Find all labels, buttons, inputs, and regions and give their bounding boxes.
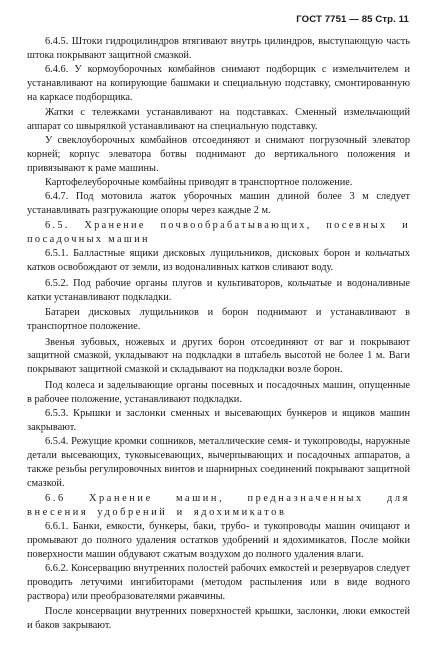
section-heading-6-5: 6.5. Хранение почвообрабатывающих, посевных и посадочных машин [27,220,410,246]
section-heading-6-6: 6.6 Хранение машин, предназначенных для внесения удобрений и ядохимикатов [27,493,410,518]
paragraph-beet-harvesters: У свеклоуборочных комбайнов отсоединяют и снимают погрузочный элеватор корней; корпус элеватора ботвы поднимают до вертикального положения и привязывают к раме машины. [27,135,410,175]
paragraph-disc-batteries: Батареи дисковых лущильников и борон поднимают и устанавливают в транспортное положение. [27,307,410,333]
paragraph-6-5-1: 6.5.1. Балластные ящики дисковых лущильников, дисковых борон и кольчатых катков освобождают от земли, из водоналивных катков сливают воду. [27,248,410,274]
paragraph-6-4-7: 6.4.7. Под мотовила жаток уборочных машин длиной более 3 м следует устанавливать разгружающие опоры через каждые 2 м. [27,190,410,216]
paragraph-headers-with-carts: Жатки с тележками устанавливают на подставках. Сменный измельчающий аппарат со швырялкой устанавливают на специальную подставку. [27,107,410,133]
paragraph-potato-harvesters: Картофелеуборочные комбайны приводят в транспортное положение. [45,177,353,189]
paragraph-after-conservation: После консервации внутренних поверхностей крышки, заслонки, люки емкостей и баков закрывают. [27,606,410,632]
paragraph-6-6-1: 6.6.1. Банки, емкости, бункеры, баки, трубо- и тукопроводы машин очищают и промывают до полного удаления остатков удобрений и ядохимикатов. После мойки поверхности машин обдувают сжатым воздухом до полного удаления влаги. [27,520,410,560]
paragraph-6-5-3: 6.5.3. Крышки и заслонки сменных и высевающих бункеров и ящиков машин закрывают. [27,407,410,433]
paragraph-6-5-4: 6.5.4. Режущие кромки сошников, металлические семя- и тукопроводы, наружные детали высевающих, туковысевающих, вычерпывающих и посадочных аппаратов, а также резьбы регулировочных винтов и шарнирных соединений покрывают защитной смазкой. [27,435,410,489]
paragraph-6-4-6: 6.4.6. У кормоуборочных комбайнов снимают подборщик с измельчителем и устанавливают на копирующие башмаки и специальную подставку, смонтированную на каркасе подборщика. [27,63,410,103]
paragraph-6-4-5: 6.4.5. Штоки гидроцилиндров втягивают внутрь цилиндров, выступающую часть штока покрывают защитной смазкой. [27,36,410,61]
page-header: ГОСТ 7751 — 85 Стр. 11 [296,14,409,25]
paragraph-6-6-2: 6.6.2. Консервацию внутренних полостей рабочих емкостей и резервуаров следует проводить летучими ингибиторами (методом распыления или в виде водного раствора) или преобразователями ржавчины. [27,562,410,602]
paragraph-wheels-supports: Под колеса и заделывающие органы посевных и посадочных машин, опущенные в рабочее положение, устанавливают подкладки. [27,379,410,405]
document-body [27,35,410,633]
paragraph-harrow-links: Звенья зубовых, ножевых и других борон отсоединяют от ваг и покрывают защитной смазкой, укладывают на подкладки в штабель высотой не более 1 м. Ваги покрывают защитной смазкой и складывают на подкладки возле борон. [27,336,410,376]
paragraph-6-5-2: 6.5.2. Под рабочие органы плугов и культиваторов, кольчатые и водоналивные катки устанавливают подкладки. [27,277,410,303]
